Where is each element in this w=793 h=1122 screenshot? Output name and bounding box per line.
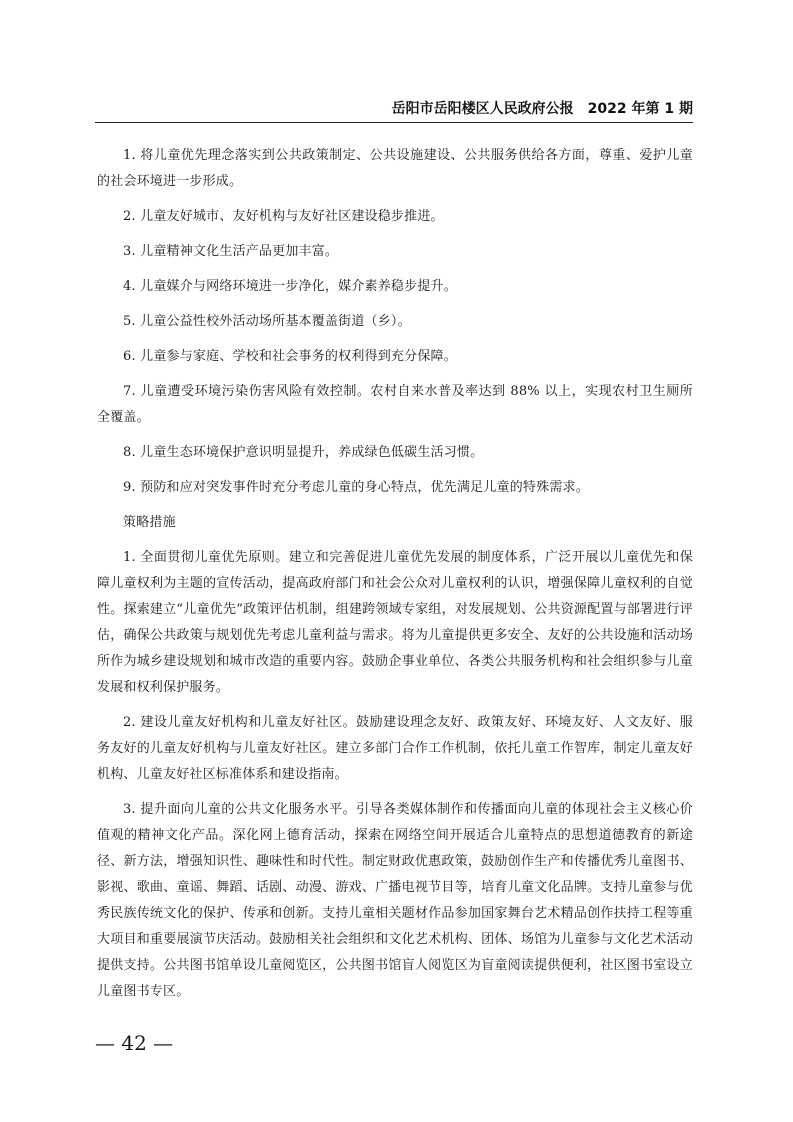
goal-item-5: 5. 儿童公益性校外活动场所基本覆盖街道（乡）。 <box>123 314 411 329</box>
goal-item-4: 4. 儿童媒介与网络环境进一步净化，媒介素养稳步提升。 <box>123 279 457 294</box>
goal-item-3: 3. 儿童精神文化生活产品更加丰富。 <box>123 244 339 259</box>
strategy-item-3: 3. 提升面向儿童的公共文化服务水平。引导各类媒体制作和传播面向儿童的体现社会主义核心价值观的精神文化产品。深化网上德育活动，探索在网络空间开展适合儿童特点的思想道德教育的新途径、新方法，增强知识性、趣味性和时代性。制定财政优惠政策，鼓励创作生产和传播优秀儿童图书、影视、歌曲、童谣、舞蹈、话剧、动漫、游戏、广播电视节目等，培育儿童文化品牌。支持儿童参与优秀民族传统文化的保护、传承和创新。支持儿童相关题材作品参加国家舞台艺术精品创作扶持工程等重大项目和重要展演节庆活动。鼓励相关社会组织和文化艺术机构、团体、场馆为儿童参与文化艺术活动提供支持。公共图书馆单设儿童阅览区，公共图书馆盲人阅览区为盲童阅读提供便利，社区图书室设立儿童图书专区。 <box>97 802 693 999</box>
goal-item-8: 8. 儿童生态环境保护意识明显提升，养成绿色低碳生活习惯。 <box>123 445 484 460</box>
goal-item-1: 1. 将儿童优先理念落实到公共政策制定、公共设施建设、公共服务供给各方面，尊重、爱护儿童的社会环境进一步形成。 <box>97 148 693 189</box>
goal-item-7: 7. 儿童遭受环境污染伤害风险有效控制。农村自来水普及率达到 88% 以上，实现农村卫生厕所全覆盖。 <box>97 384 693 425</box>
publication-title: 岳阳市岳阳楼区人民政府公报 2022 年第 1 期 <box>391 101 693 117</box>
strategy-item-1: 1. 全面贯彻儿童优先原则。建立和完善促进儿童优先发展的制度体系，广泛开展以儿童优先和保障儿童权利为主题的宣传活动，提高政府部门和社会公众对儿童权利的认识，增强保障儿童权利的自觉性。探索建立“儿童优先”政策评估机制，组建跨领域专家组，对发展规划、公共资源配置与部署进行评估，确保公共政策与规划优先考虑儿童利益与需求。将为儿童提供更多安全、友好的公共设施和活动场所作为城乡建设规划和城市改造的重要内容。鼓励企事业单位、各类公共服务机构和社会组织参与儿童发展和权利保护服务。 <box>97 550 693 695</box>
goal-item-2: 2. 儿童友好城市、友好机构与友好社区建设稳步推进。 <box>123 209 444 224</box>
page-header <box>95 100 693 123</box>
strategy-item-2: 2. 建设儿童友好机构和儿童友好社区。鼓励建设理念友好、政策友好、环境友好、人文友好、服务友好的儿童友好机构与儿童友好社区。建立多部门合作工作机制，依托儿童工作智库，制定儿童友好机构、儿童友好社区标准体系和建设指南。 <box>97 715 693 782</box>
page-number: — 42 — <box>95 1031 174 1055</box>
goal-item-6: 6. 儿童参与家庭、学校和社会事务的权利得到充分保障。 <box>123 349 457 364</box>
goal-item-9: 9. 预防和应对突发事件时充分考虑儿童的身心特点，优先满足儿童的特殊需求。 <box>123 480 589 495</box>
document-body <box>97 143 693 1005</box>
section-heading: 策略措施 <box>123 515 176 530</box>
